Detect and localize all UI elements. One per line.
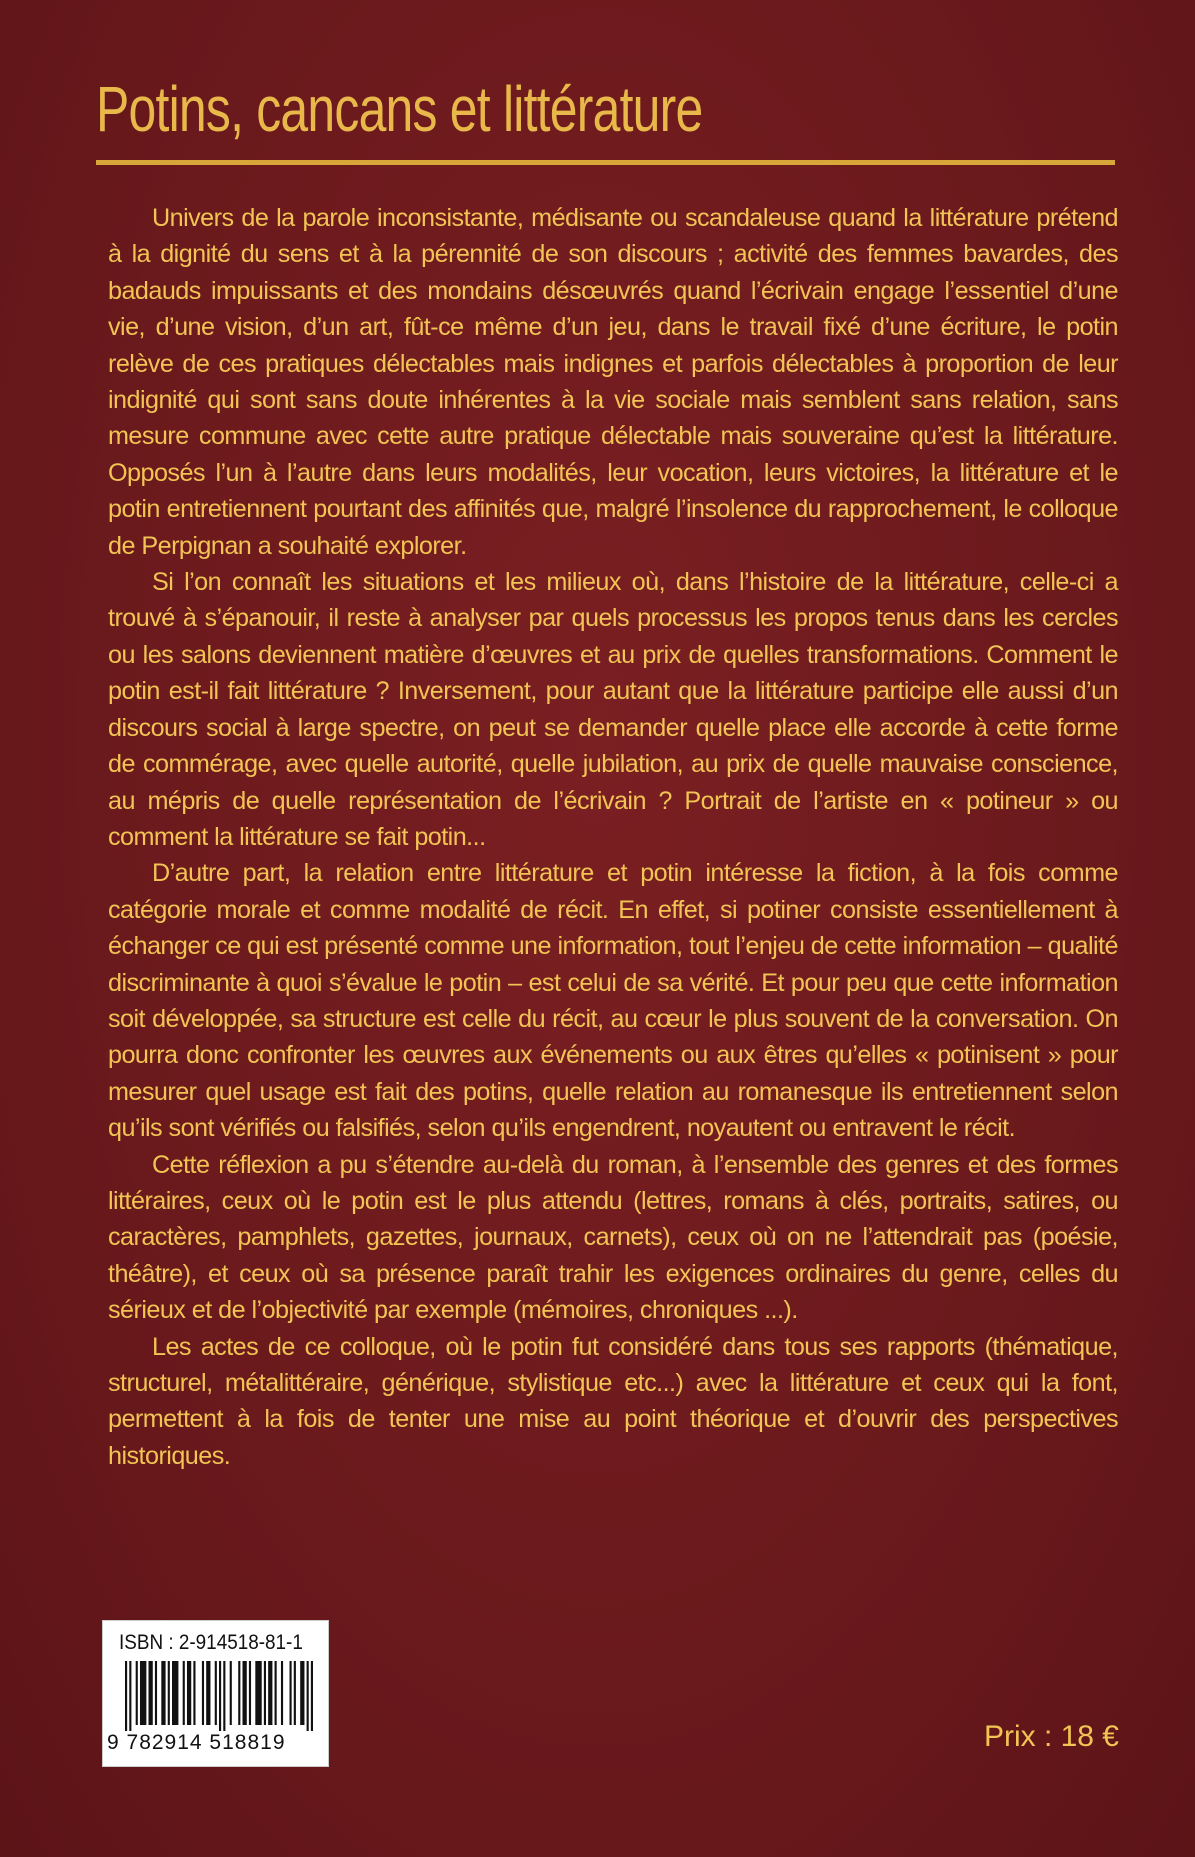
barcode-bar xyxy=(161,1661,165,1725)
barcode-bar xyxy=(187,1661,191,1725)
barcode-bar xyxy=(140,1661,146,1725)
barcode-bar xyxy=(275,1661,277,1725)
barcode-bar xyxy=(268,1661,272,1725)
barcode-bar xyxy=(307,1661,309,1731)
blurb xyxy=(108,200,1118,1474)
barcode-bar xyxy=(183,1661,185,1725)
barcode-bar xyxy=(290,1661,292,1725)
barcode-bar xyxy=(172,1661,178,1725)
barcode-bar xyxy=(264,1661,266,1725)
barcode-bar xyxy=(149,1661,153,1725)
blurb-paragraph: Les actes de ce colloque, où le potin fut considéré dans tous ses rapports (thématique, structurel, métalittéraire, générique, stylistique etc...) avec la littérature et ceux qui la font, permettent à la fois de tenter une mise au point théorique et d’ouvrir des perspectives historiques. xyxy=(108,1332,1118,1470)
blurb-paragraph: Cette réflexion a pu s’étendre au-delà du roman, à l’ensemble des genres et des formes littéraires, ceux où le potin est le plus attendu (lettres, romans à clés, portraits, satires, ou caractères, pamphlets, gazettes, journaux, carnets), ceux où on ne l’attendrait pas (poésie, théâtre), et ceux où sa présence paraît trahir les exigences ordinaires du genre, celles du sérieux et de l’objectivité par exemple (mémoires, chroniques ...). xyxy=(108,1150,1118,1325)
blurb-paragraph: Si l’on connaît les situations et les milieux où, dans l’histoire de la littérature, celle-ci a trouvé à s’épanouir, il reste à analyser par quels processus les propos tenus dans les cercles ou les salons deviennent matière d’œuvres et au prix de quelles transformations. Comment le potin est-il fait littérature ? Inversement, pour autant que la littérature participe elle aussi d’un discours social à large spectre, on peut se demander quelle place elle accorde à cette forme de commérage, avec quelle autorité, quelle jubilation, au prix de quelle mauvaise conscience, au mépris de quelle représentation de l’écrivain ? Portrait de l’artiste en « potineur » ou comment la littérature se fait potin... xyxy=(108,568,1118,851)
price: Prix : 18 € xyxy=(983,1720,1119,1753)
barcode-bar xyxy=(255,1661,261,1725)
barcode-bar xyxy=(129,1661,131,1731)
cover-title: Potins, cancans et littérature xyxy=(96,73,703,145)
barcode-bar xyxy=(300,1661,304,1725)
barcode-bar xyxy=(249,1661,251,1725)
barcode-bar xyxy=(215,1661,217,1725)
barcode-bar xyxy=(219,1661,221,1731)
isbn-label: ISBN : 2-914518-81-1 xyxy=(119,1631,303,1654)
barcode-box xyxy=(102,1620,329,1767)
barcode-bar xyxy=(311,1661,313,1731)
barcode-bar xyxy=(223,1661,225,1731)
barcode-bar xyxy=(230,1661,232,1725)
barcode-bar xyxy=(202,1661,204,1725)
blurb-paragraph: Univers de la parole inconsistante, médisante ou scandaleuse quand la littérature prétend à la dignité du sens et à la pérennité de son discours ; activité des femmes bavardes, des badauds impuissants et des mondains désœuvrés quand l’écrivain engage l’essentiel d’une vie, d’une vision, d’un art, fût-ce même d’un jeu, dans le travail fixé d’une écriture, le potin relève de ces pratiques délectables mais indignes et parfois délectables à proportion de leur indignité qui sont sans doute inhérentes à la vie sociale mais semblent sans relation, sans mesure commune avec cette autre pratique délectable mais souveraine qu’est la littérature. Opposés l’un à l’autre dans leurs modalités, leur vocation, leurs victoires, la littérature et le potin entretiennent pourtant des affinités que, malgré l’insolence du rapprochement, le colloque de Perpignan a souhaité explorer. xyxy=(108,204,1118,560)
blurb-paragraph: D’autre part, la relation entre littérature et potin intéresse la fiction, à la fois comme catégorie morale et comme modalité de récit. En effet, si potiner consiste essentiellement à échanger ce qui est présenté comme une information, tout l’enjeu de cette information – qualité discriminante à quoi s’évalue le potin – est celui de sa vérité. Et pour peu que cette information soit développée, sa structure est celle du récit, au cœur le plus souvent de la conversation. On pourra donc confronter les œuvres aux événements ou aux êtres qu’elles « potinisent » pour mesurer quel usage est fait des potins, quelle relation au romanesque ils entretiennent selon qu’ils sont vérifiés ou falsifiés, selon qu’ils engendrent, noyautent ou entravent le récit. xyxy=(108,859,1118,1143)
barcode-bar xyxy=(238,1661,240,1725)
barcode-bar xyxy=(168,1661,170,1725)
barcode-bar xyxy=(206,1661,210,1725)
title-rule xyxy=(96,160,1115,165)
barcode-bar xyxy=(155,1661,157,1725)
barcode-digits: 9 782914 518819 xyxy=(107,1731,286,1754)
barcode-bar xyxy=(294,1661,296,1725)
barcode-bar xyxy=(243,1661,247,1725)
barcode-bar xyxy=(136,1661,138,1725)
barcode-bars xyxy=(125,1661,313,1731)
barcode-bar xyxy=(193,1661,195,1725)
barcode-bar xyxy=(125,1661,127,1731)
barcode-bar xyxy=(281,1661,283,1725)
